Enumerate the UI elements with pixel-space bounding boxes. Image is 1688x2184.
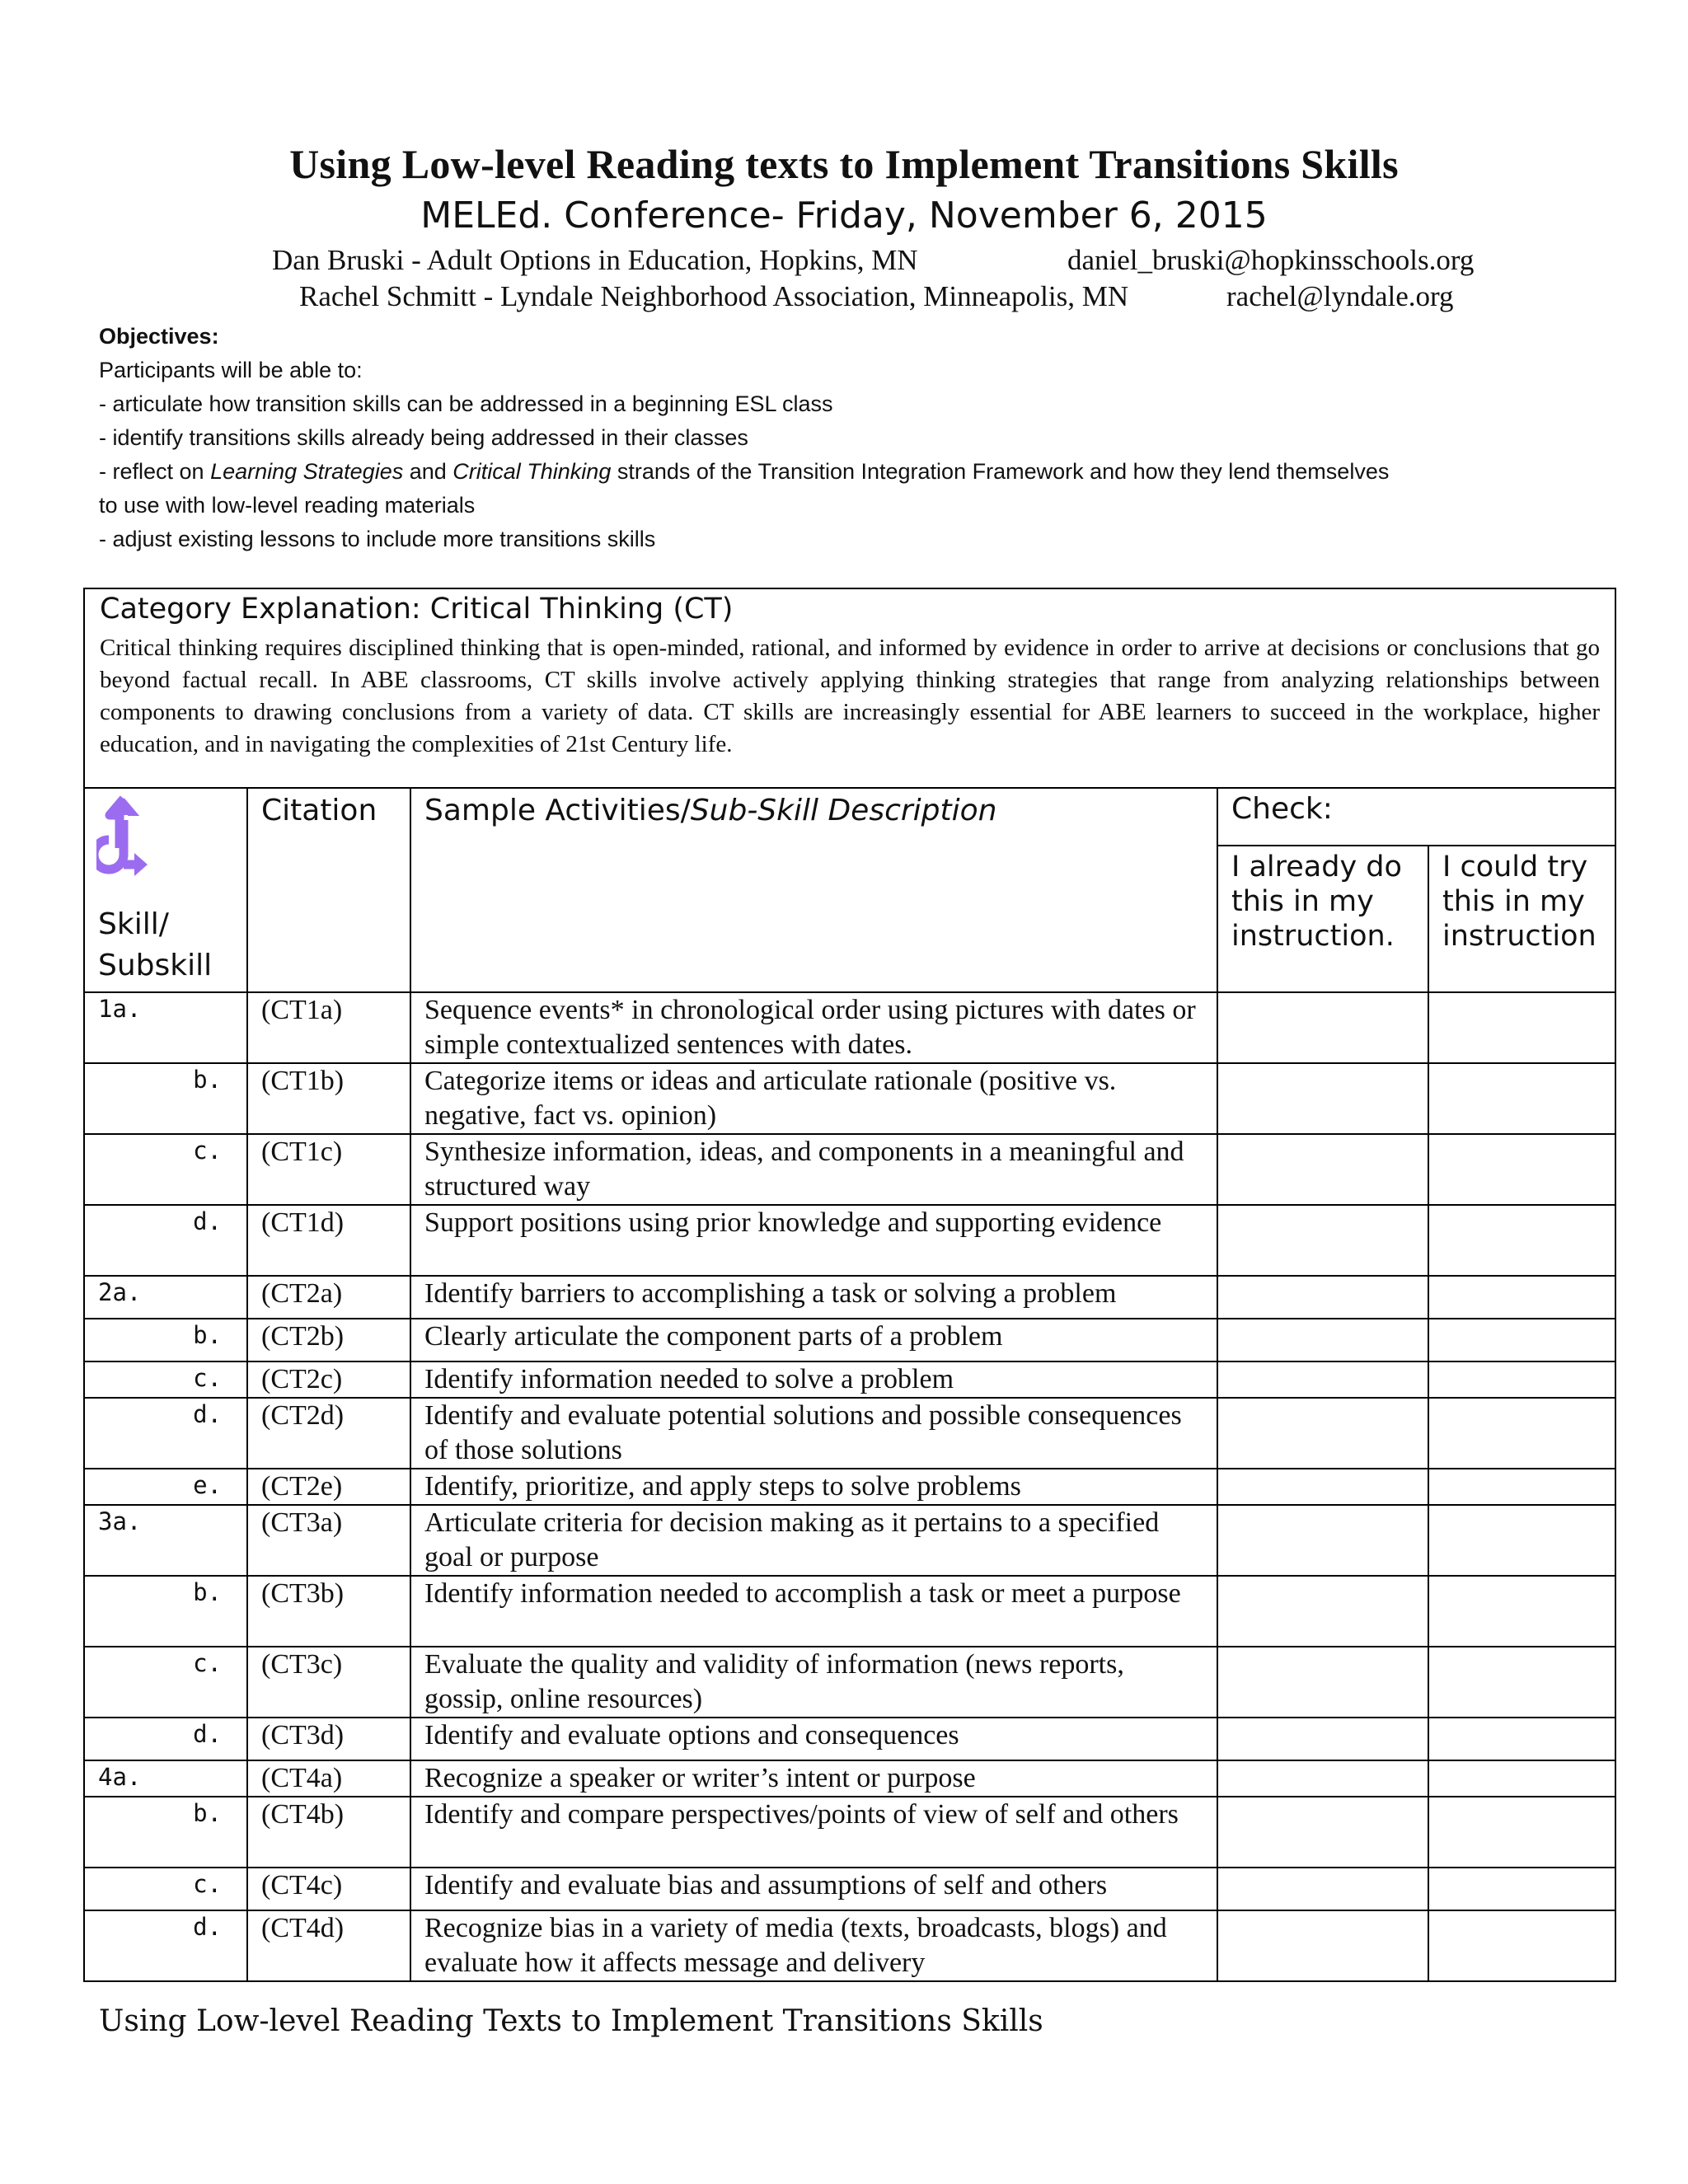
sample-header-italic: Sub-Skill Description xyxy=(690,794,997,827)
check-could-try-cell[interactable] xyxy=(1428,1718,1615,1760)
check-already-cell[interactable] xyxy=(1217,1760,1428,1797)
objective-item: - identify transitions skills already being addressed in their classes xyxy=(99,425,748,450)
table-row xyxy=(84,1576,1615,1647)
check-already-cell[interactable] xyxy=(1217,1319,1428,1361)
description-cell: Evaluate the quality and validity of information (news reports, gossip, online resources) xyxy=(410,1647,1217,1718)
skill-label: 1a. xyxy=(84,992,247,1063)
objectives-intro: Participants will be able to: xyxy=(99,358,363,382)
citation-cell: (CT2e) xyxy=(247,1469,410,1505)
description-cell: Identify information needed to accomplish a task or meet a purpose xyxy=(410,1576,1217,1647)
skill-label: c. xyxy=(84,1647,247,1718)
check-could-try-cell[interactable] xyxy=(1428,1361,1615,1398)
check-could-try-cell[interactable] xyxy=(1428,1134,1615,1205)
check-could-try-header: I could try this in my instruction xyxy=(1428,846,1615,992)
table-row xyxy=(84,1505,1615,1576)
table-row xyxy=(84,1361,1615,1398)
description-cell: Identify information needed to solve a problem xyxy=(410,1361,1217,1398)
table-row xyxy=(84,1063,1615,1134)
check-already-cell[interactable] xyxy=(1217,1063,1428,1134)
description-cell: Recognize a speaker or writer’s intent or purpose xyxy=(410,1760,1217,1797)
check-already-cell[interactable] xyxy=(1217,1797,1428,1868)
check-could-try-cell[interactable] xyxy=(1428,1797,1615,1868)
check-already-cell[interactable] xyxy=(1217,1718,1428,1760)
check-could-try-cell[interactable] xyxy=(1428,1063,1615,1134)
check-already-cell[interactable] xyxy=(1217,992,1428,1063)
table-row xyxy=(84,1319,1615,1361)
citation-cell: (CT4b) xyxy=(247,1797,410,1868)
check-header: Check: xyxy=(1217,788,1615,846)
skill-label: c. xyxy=(84,1868,247,1910)
skill-header-label xyxy=(98,904,212,987)
description-cell: Sequence events* in chronological order using pictures with dates or simple contextualized sentences with dates. xyxy=(410,992,1217,1063)
skill-label: c. xyxy=(84,1361,247,1398)
description-cell: Identify and evaluate bias and assumptions of self and others xyxy=(410,1868,1217,1910)
description-cell: Synthesize information, ideas, and components in a meaningful and structured way xyxy=(410,1134,1217,1205)
objective-text: strands of the Transition Integration Framework and how they lend themselves xyxy=(611,459,1390,484)
check-could-try-cell[interactable] xyxy=(1428,1868,1615,1910)
description-cell: Identify barriers to accomplishing a task or solving a problem xyxy=(410,1276,1217,1319)
check-already-cell[interactable] xyxy=(1217,1398,1428,1469)
citation-cell: (CT3d) xyxy=(247,1718,410,1760)
check-could-try-cell[interactable] xyxy=(1428,992,1615,1063)
critical-thinking-table xyxy=(83,588,1616,1982)
check-could-try-cell[interactable] xyxy=(1428,1398,1615,1469)
citation-cell: (CT2d) xyxy=(247,1398,410,1469)
objective-emphasis: Critical Thinking xyxy=(452,459,612,484)
check-already-cell[interactable] xyxy=(1217,1868,1428,1910)
skill-label: e. xyxy=(84,1469,247,1505)
check-could-try-cell[interactable] xyxy=(1428,1319,1615,1361)
skill-header-cell xyxy=(84,788,247,992)
description-cell: Identify, prioritize, and apply steps to solve problems xyxy=(410,1469,1217,1505)
description-cell: Identify and evaluate potential solutions and possible consequences of those solutions xyxy=(410,1398,1217,1469)
table-row xyxy=(84,992,1615,1063)
skill-label: d. xyxy=(84,1718,247,1760)
check-already-cell[interactable] xyxy=(1217,1469,1428,1505)
citation-cell: (CT2c) xyxy=(247,1361,410,1398)
check-could-try-cell[interactable] xyxy=(1428,1205,1615,1276)
table-row xyxy=(84,1647,1615,1718)
check-could-try-cell[interactable] xyxy=(1428,1910,1615,1981)
citation-cell: (CT4a) xyxy=(247,1760,410,1797)
citation-cell: (CT4c) xyxy=(247,1868,410,1910)
skill-label: b. xyxy=(84,1063,247,1134)
check-could-try-cell[interactable] xyxy=(1428,1505,1615,1576)
category-body: Critical thinking requires disciplined thinking that is open-minded, rational, and informed by evidence in order to arrive at decisions or conclusions that go beyond factual recall. In ABE classrooms, CT skills involve actively applying thinking strategies that range from analyzing relationships between components to drawing conclusions from a variety of data. CT skills are increasingly essential for ABE learners to succeed in the workplace, higher education, and in navigating the complexities of 21st Century life. xyxy=(100,635,1600,757)
page-footer: Using Low-level Reading Texts to Implement Transitions Skills xyxy=(99,2004,1043,2038)
conference-subtitle: MELEd. Conference- Friday, November 6, 2015 xyxy=(420,194,1268,237)
presenter-2-email: rachel@lyndale.org xyxy=(1226,280,1454,312)
objectives-section xyxy=(99,320,1599,556)
document-title: Using Low-level Reading texts to Implement Transitions Skills xyxy=(289,141,1399,187)
table-row xyxy=(84,1718,1615,1760)
skill-label: d. xyxy=(84,1205,247,1276)
description-cell: Identify and evaluate options and consequences xyxy=(410,1718,1217,1760)
objective-item: - articulate how transition skills can be addressed in a beginning ESL class xyxy=(99,391,833,416)
table-header-row xyxy=(84,788,1615,846)
citation-cell: (CT3a) xyxy=(247,1505,410,1576)
skill-label: b. xyxy=(84,1319,247,1361)
skill-header-line: Skill/ xyxy=(98,907,169,941)
skill-label: 2a. xyxy=(84,1276,247,1319)
table-row xyxy=(84,1469,1615,1505)
objective-text: and xyxy=(403,459,453,484)
citation-cell: (CT2b) xyxy=(247,1319,410,1361)
check-could-try-cell[interactable] xyxy=(1428,1760,1615,1797)
citation-cell: (CT1c) xyxy=(247,1134,410,1205)
table-row xyxy=(84,1868,1615,1910)
category-title: Category Explanation: Critical Thinking (CT) xyxy=(100,593,734,626)
category-row xyxy=(84,588,1615,788)
check-could-try-cell[interactable] xyxy=(1428,1276,1615,1319)
check-already-header: I already do this in my instruction. xyxy=(1217,846,1428,992)
description-cell: Categorize items or ideas and articulate rationale (positive vs. negative, fact vs. opinion) xyxy=(410,1063,1217,1134)
table-row xyxy=(84,1276,1615,1319)
skill-label: d. xyxy=(84,1398,247,1469)
check-already-cell[interactable] xyxy=(1217,1276,1428,1319)
citation-cell: (CT1a) xyxy=(247,992,410,1063)
check-could-try-cell[interactable] xyxy=(1428,1576,1615,1647)
skill-label: b. xyxy=(84,1797,247,1868)
objective-emphasis: Learning Strategies xyxy=(210,459,404,484)
check-could-try-cell[interactable] xyxy=(1428,1647,1615,1718)
skill-label: d. xyxy=(84,1910,247,1981)
objective-item-continued: to use with low-level reading materials xyxy=(99,493,476,518)
check-already-cell[interactable] xyxy=(1217,1647,1428,1718)
citation-header: Citation xyxy=(247,788,410,992)
skill-label: 4a. xyxy=(84,1760,247,1797)
check-already-cell[interactable] xyxy=(1217,1505,1428,1576)
objectives-heading: Objectives: xyxy=(99,324,219,349)
skill-label: 3a. xyxy=(84,1505,247,1576)
description-cell: Identify and compare perspectives/points of view of self and others xyxy=(410,1797,1217,1868)
objective-item: - adjust existing lessons to include more transitions skills xyxy=(99,527,656,551)
skill-label: c. xyxy=(84,1134,247,1205)
category-cell xyxy=(84,588,1615,788)
objective-item xyxy=(99,455,1599,489)
presenter-1-email: daniel_bruski@hopkinsschools.org xyxy=(1067,244,1475,276)
check-already-cell[interactable] xyxy=(1217,1205,1428,1276)
sample-header-plain: Sample Activities/ xyxy=(424,794,691,827)
check-could-try-cell[interactable] xyxy=(1428,1469,1615,1505)
citation-cell: (CT2a) xyxy=(247,1276,410,1319)
citation-cell: (CT4d) xyxy=(247,1910,410,1981)
table-row xyxy=(84,1398,1615,1469)
table-row xyxy=(84,1205,1615,1276)
description-cell: Support positions using prior knowledge and supporting evidence xyxy=(410,1205,1217,1276)
table-row xyxy=(84,1797,1615,1868)
check-already-cell[interactable] xyxy=(1217,1910,1428,1981)
citation-cell: (CT1b) xyxy=(247,1063,410,1134)
check-already-cell[interactable] xyxy=(1217,1361,1428,1398)
citation-cell: (CT3b) xyxy=(247,1576,410,1647)
sample-activities-header xyxy=(410,788,1217,992)
purple-turn-arrow-icon xyxy=(96,795,151,895)
check-already-cell[interactable] xyxy=(1217,1576,1428,1647)
skill-label: b. xyxy=(84,1576,247,1647)
description-cell: Articulate criteria for decision making as it pertains to a specified goal or purpose xyxy=(410,1505,1217,1576)
table-row xyxy=(84,1760,1615,1797)
citation-cell: (CT3c) xyxy=(247,1647,410,1718)
table-row xyxy=(84,1910,1615,1981)
table-row xyxy=(84,1134,1615,1205)
description-cell: Clearly articulate the component parts of a problem xyxy=(410,1319,1217,1361)
presenter-1: Dan Bruski - Adult Options in Education, Hopkins, MN xyxy=(272,244,918,276)
citation-cell: (CT1d) xyxy=(247,1205,410,1276)
skill-header-line: Subskill xyxy=(98,949,213,982)
objective-text: - reflect on xyxy=(99,459,211,484)
presenter-2: Rachel Schmitt - Lyndale Neighborhood Association, Minneapolis, MN xyxy=(299,280,1129,312)
description-cell: Recognize bias in a variety of media (texts, broadcasts, blogs) and evaluate how it affects message and delivery xyxy=(410,1910,1217,1981)
check-already-cell[interactable] xyxy=(1217,1134,1428,1205)
